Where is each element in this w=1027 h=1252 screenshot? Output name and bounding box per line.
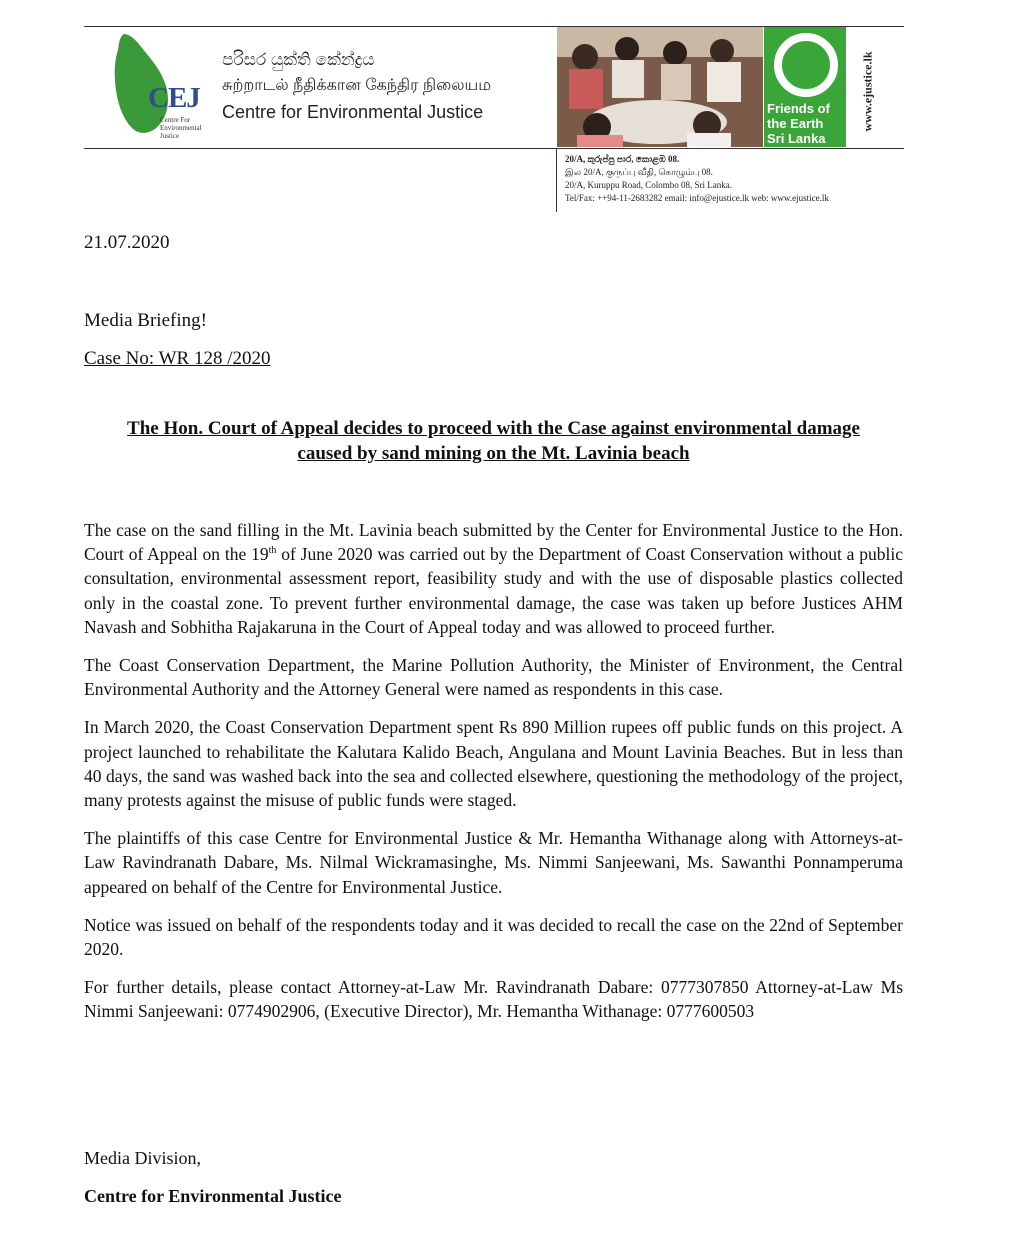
logo-cej-text: CEJ xyxy=(148,82,200,114)
address-line-english: 20/A, Kuruppu Road, Colombo 08, Sri Lanka. xyxy=(565,180,732,190)
signoff: Media Division, xyxy=(84,1148,201,1168)
paragraph-6: For further details, please contact Attorney-at-Law Mr. Ravindranath Dabare: 0777307850 Attorney-at-Law Ms Nimmi Sanjeewani: 0774902906, (Executive Director), Mr. Hemantha Withanage: 0777600503 xyxy=(84,977,903,1022)
foe-label: Friends of the Earth Sri Lanka xyxy=(767,101,830,146)
paragraph-2: The Coast Conservation Department, the Marine Pollution Authority, the Minister of Environment, the Central Environmental Authority and the Attorney General were named as respondents in this case. xyxy=(84,655,903,700)
document-date: 21.07.2020 xyxy=(84,232,170,253)
briefing-label: Media Briefing! xyxy=(84,310,207,331)
org-name-english: Centre for Environmental Justice xyxy=(222,102,484,122)
paragraph-4: The plaintiffs of this case Centre for Environmental Justice & Mr. Hemantha Withanage along with Attorneys-at-Law Ravindranath Dabare, Ms. Nilmal Wickramasinghe, Ms. Nimmi Sanjeewani, Ms. Sawanthi Ponnamperuma appeared on behalf of the Centre for Environmental Justice. xyxy=(84,828,903,897)
body-text xyxy=(84,518,903,1038)
paragraph-5: Notice was issued on behalf of the respondents today and it was decided to recall the case on the 22nd of September 2020. xyxy=(84,914,903,960)
case-number: Case No: WR 128 /2020 xyxy=(84,348,271,369)
address-divider xyxy=(556,148,557,212)
header-rule-bottom xyxy=(84,148,904,149)
address-line-sinhala: 20/A, කුරුප්පු පාර, කොළඹ 08. xyxy=(565,154,680,164)
friends-of-the-earth-logo xyxy=(764,27,846,147)
website-vertical: www.ejustice.lk xyxy=(860,51,875,132)
organization-names xyxy=(222,50,491,123)
logo-caption: Centre For Environmental Justice xyxy=(160,116,202,140)
paragraph-1: The case on the sand filling in the Mt. Lavinia beach submitted by the Center for Environmental Justice to the Hon. Court of Appeal on the 19th of June 2020 was carried out by the Department of Coast Conservation without a public consultation, environmental assessment report, feasibility study and with the use of disposable plastics collected only in the coastal zone. To prevent further environmental damage, the case was taken up before Justices AHM Navash and Sobhitha Rajakaruna in the Court of Appeal today and was allowed to proceed further. xyxy=(84,520,903,637)
community-photo xyxy=(557,27,763,147)
address-line-tamil: இல 20/A, குருப்பு வீதி, கொழும்பு 08. xyxy=(565,167,713,177)
headline-line-1: The Hon. Court of Appeal decides to proceed with the Case against environmental damage xyxy=(127,418,860,439)
headline xyxy=(84,416,903,466)
address-block xyxy=(565,153,829,205)
paragraph-3: In March 2020, the Coast Conservation Department spent Rs 890 Million rupees off public funds on this project. A project launched to rehabilitate the Kalutara Kalido Beach, Angulana and Mount Lavinia Beaches. But in less than 40 days, the sand was washed back into the sea and collected elsewhere, questioning the methodology of the project, many protests against the misuse of public funds were staged. xyxy=(84,717,903,811)
signoff-organization: Centre for Environmental Justice xyxy=(84,1186,342,1206)
headline-line-2: caused by sand mining on the Mt. Lavinia beach xyxy=(297,443,690,464)
org-name-tamil: சுற்றாடல் நீதிக்கான கேந்திர நிலையம xyxy=(222,77,492,94)
org-name-sinhala: පරිසර යුක්ති කේන්ද්‍රය xyxy=(222,50,375,69)
contact-line: Tel/Fax: ++94-11-2683282 email: info@ejustice.lk web: www.ejustice.lk xyxy=(565,193,829,203)
foe-ring-icon xyxy=(774,33,838,97)
